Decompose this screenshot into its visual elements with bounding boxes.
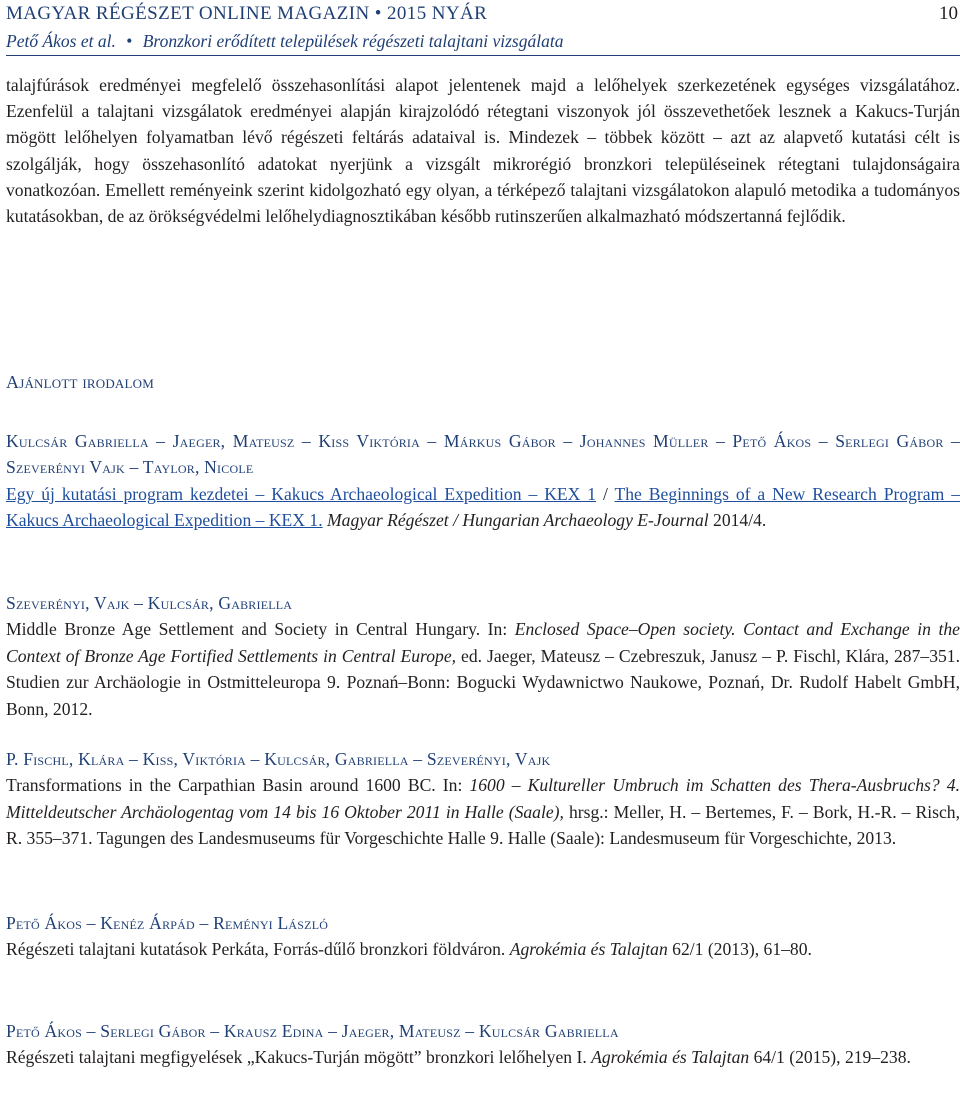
- running-header: [6, 0, 960, 30]
- reference-details: ed. Jaeger, Mateusz – Czebreszuk, Janusz – P. Fischl, Klára, 287–351. Studien zur Archäologie in Ostmitteleuropa 9. Poznań–Bonn: Bogucki Wydawnictwo Naukowe, Poznań, Dr. Rudolf Habelt GmbH, Bonn, 2012.: [6, 645, 960, 719]
- reference-details: hrsg.: Meller, H. – Bertemes, F. – Bork, H.-R. – Risch, R. 355–371. Tagungen des Landesmuseums für Vorgeschichte Halle 9. Halle (Saale): Landesmuseum für Vorgeschichte, 2013.: [6, 801, 960, 849]
- reference-journal: Magyar Régészet / Hungarian Archaeology E-Journal: [327, 510, 709, 531]
- magazine-title: MAGYAR RÉGÉSZET ONLINE MAGAZIN • 2015 NYÁR: [6, 3, 488, 24]
- page-number: 10: [939, 3, 958, 24]
- header-rule: [6, 55, 960, 56]
- bullet-separator: •: [126, 31, 133, 51]
- reference-citation: [6, 772, 960, 851]
- reference-citation: [6, 1044, 960, 1070]
- reference-details: 62/1 (2013), 61–80.: [667, 939, 812, 960]
- reference-authors: Szeverényi, Vajk – Kulcsár, Gabriella: [6, 593, 293, 613]
- reference-authors: P. Fischl, Klára – Kiss, Viktória – Kulcsár, Gabriella – Szeverényi, Vajk: [6, 749, 551, 769]
- reference-slash-separator: /: [596, 483, 615, 504]
- article-subtitle: [6, 30, 960, 52]
- reference-title: Transformations in the Carpathian Basin around 1600 BC. In:: [6, 775, 470, 796]
- reference-details: 64/1 (2015), 219–238.: [749, 1047, 911, 1068]
- reference-source: Enclosed Space–Open society. Contact and Exchange in the Context of Bronze Age Fortified Settlements in Central Europe,: [6, 619, 960, 666]
- reference-authors: Pető Ákos – Serlegi Gábor – Krausz Edina – Jaeger, Mateusz – Kulcsár Gabriella: [6, 1021, 619, 1041]
- reference-citation: [6, 481, 960, 534]
- reference-link-english[interactable]: The Beginnings of a New Research Program – Kakucs Archaeological Expedition – KEX 1.: [6, 483, 960, 531]
- reference-entry: [6, 1018, 960, 1071]
- article-title: Bronzkori erődített települések régészeti talajtani vizsgálata: [142, 31, 564, 51]
- reference-citation: [6, 936, 960, 962]
- reference-source: Agrokémia és Talajtan: [591, 1047, 750, 1068]
- reference-issue: 2014/4.: [708, 510, 767, 531]
- reference-citation: [6, 616, 960, 722]
- reference-authors: Kulcsár Gabriella – Jaeger, Mateusz – Kiss Viktória – Márkus Gábor – Johannes Müller – Pető Ákos – Serlegi Gábor – Szeverényi Vajk – Taylor, Nicole: [6, 431, 960, 478]
- article-authors: Pető Ákos et al.: [6, 31, 116, 51]
- reference-entry: [6, 746, 960, 852]
- reference-title: Régészeti talajtani megfigyelések „Kakucs-Turján mögött” bronzkori lelőhelyen I.: [6, 1047, 592, 1068]
- body-paragraph: talajfúrások eredményei megfelelő összehasonlítási alapot jelentenek majd a lelőhelyek szerkezetének egységes vizsgálatához. Ezenfelül a talajtani vizsgálatok eredményei alapján kirajzolódó rétegtani viszonyok jól összevethetőek lesznek a Kakucs-Turján mögött lelőhelyen folyamatban lévő régészeti feltárás adataival is. Mindezek – többek között – azt az alapvető kutatási célt is szolgálják, hogy összehasonlító adatokat nyerjünk a vizsgált mikrorégió bronzkori településeinek rétegtani tulajdonságaira vonatkozóan. Emellett reményeink szerint kidolgozható egy olyan, a térképező talajtani vizsgálatokon alapuló metodika a tudományos kutatásokban, de az örökségvédelmi lelőhelydiagnosztikában később rutinszerűen alkalmazható módszertanná fejlődik.: [6, 75, 960, 227]
- reference-title: Régészeti talajtani kutatások Perkáta, Forrás-dűlő bronzkori földváron.: [6, 939, 510, 960]
- reference-source: Agrokémia és Talajtan: [509, 939, 668, 960]
- reference-entry: [6, 910, 960, 963]
- reference-source: 1600 – Kultureller Umbruch im Schatten des Thera-Ausbruchs? 4. Mitteldeutscher Archäologentag vom 14 bis 16 Oktober 2011 in Halle (Saale),: [6, 775, 960, 822]
- reference-title: Middle Bronze Age Settlement and Society in Central Hungary. In:: [6, 619, 515, 640]
- reference-entry: [6, 428, 960, 534]
- reference-authors: Pető Ákos – Kenéz Árpád – Reményi László: [6, 913, 329, 933]
- reference-link-hungarian[interactable]: Egy új kutatási program kezdetei – Kakucs Archaeological Expedition – KEX 1: [6, 483, 597, 504]
- reference-entry: [6, 590, 960, 722]
- document-page: [6, 0, 960, 1068]
- recommended-reading-heading: Ajánlott irodalom: [6, 372, 154, 392]
